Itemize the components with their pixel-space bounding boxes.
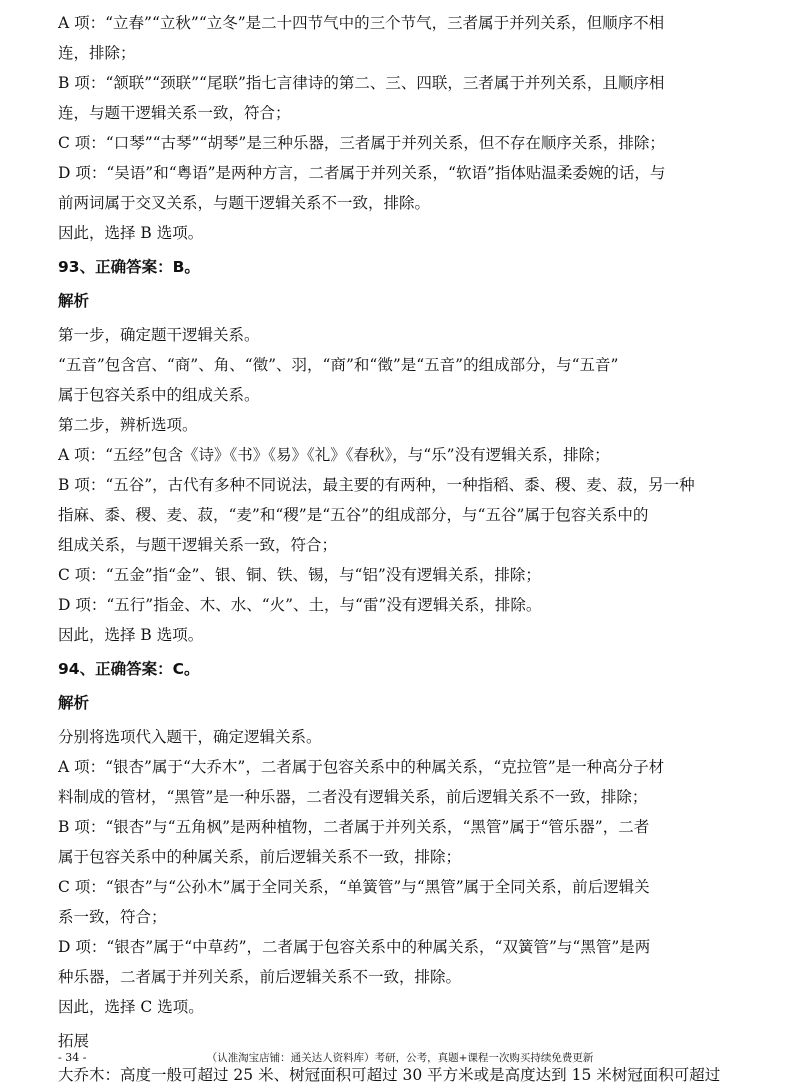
q94-answer-heading: 94、正确答案：C。 xyxy=(58,660,200,678)
text-line: 指麻、黍、稷、麦、菽，“麦”和“稷”是“五谷”的组成部分，与“五谷”属于包容关系中的 xyxy=(58,506,649,524)
q94-analysis-label: 解析 xyxy=(58,694,90,712)
text-line: D 项：“吴语”和“粤语”是两种方言，二者属于并列关系，“软语”指体贴温柔委婉的话，与 xyxy=(58,164,666,182)
text-line: C 项：“银杏”与“公孙木”属于全同关系，“单簧管”与“黑管”属于全同关系，前后逻辑关 xyxy=(58,878,650,896)
q92-options-block xyxy=(58,8,748,248)
text-line: 分别将选项代入题干，确定逻辑关系。 xyxy=(58,728,322,746)
text-line: 第二步，辨析选项。 xyxy=(58,416,198,434)
text-line: 因此，选择 C 选项。 xyxy=(58,998,204,1016)
text-line: C 项：“五金”指“金”、银、铜、铁、锡，与“铝”没有逻辑关系，排除； xyxy=(58,566,541,584)
q94-section xyxy=(58,654,748,1022)
page-footer xyxy=(0,1048,800,1068)
text-line: D 项：“五行”指金、木、水、“火”、土，与“雷”没有逻辑关系，排除。 xyxy=(58,596,542,614)
text-line: 属于包容关系中的组成关系。 xyxy=(58,386,260,404)
text-line: 属于包容关系中的种属关系，前后逻辑关系不一致，排除； xyxy=(58,848,462,866)
text-line: B 项：“银杏”与“五角枫”是两种植物，二者属于并列关系，“黑管”属于“管乐器”，二者 xyxy=(58,818,650,836)
extension-label: 拓展 xyxy=(58,1032,90,1050)
q93-analysis-label: 解析 xyxy=(58,292,90,310)
text-line: C 项：“口琴”“古琴”“胡琴”是三种乐器，三者属于并列关系，但不存在顺序关系，排除； xyxy=(58,134,665,152)
text-line: 因此，选择 B 选项。 xyxy=(58,224,204,242)
text-line: 连，排除； xyxy=(58,44,136,62)
text-line: 前两词属于交叉关系，与题干逻辑关系不一致，排除。 xyxy=(58,194,431,212)
text-line: 系一致，符合； xyxy=(58,908,167,926)
text-line: A 项：“银杏”属于“大乔木”，二者属于包容关系中的种属关系，“克拉管”是一种高分子材 xyxy=(58,758,665,776)
text-line: 第一步，确定题干逻辑关系。 xyxy=(58,326,260,344)
text-line: D 项：“银杏”属于“中草药”，二者属于包容关系中的种属关系，“双簧管”与“黑管”是两 xyxy=(58,938,651,956)
text-line: A 项：“五经”包含《诗》《书》《易》《礼》《春秋》，与“乐”没有逻辑关系，排除； xyxy=(58,446,610,464)
text-line: A 项：“立春”“立秋”“立冬”是二十四节气中的三个节气，三者属于并列关系，但顺序不相 xyxy=(58,14,665,32)
q93-answer-heading: 93、正确答案：B。 xyxy=(58,258,200,276)
footer-note: （认准淘宝店铺：通关达人资料库）考研，公考，真题+课程一次购买持续免费更新 xyxy=(206,1052,594,1064)
text-line: 种乐器，二者属于并列关系，前后逻辑关系不一致，排除。 xyxy=(58,968,462,986)
text-line: B 项：“五谷”，古代有多种不同说法，最主要的有两种，一种指稻、黍、稷、麦、菽，另一种 xyxy=(58,476,695,494)
text-line: B 项：“颔联”“颈联”“尾联”指七言律诗的第二、三、四联，三者属于并列关系，且顺序相 xyxy=(58,74,665,92)
text-line: 连，与题干逻辑关系一致，符合； xyxy=(58,104,291,122)
text-line: 因此，选择 B 选项。 xyxy=(58,626,204,644)
text-line: 组成关系，与题干逻辑关系一致，符合； xyxy=(58,536,338,554)
q93-section xyxy=(58,252,748,650)
text-line: 料制成的管材，“黑管”是一种乐器，二者没有逻辑关系，前后逻辑关系不一致，排除； xyxy=(58,788,648,806)
text-line: 大乔木：高度一般可超过 25 米、树冠面积可超过 30 平方米或是高度达到 15 米树冠面积可超过 xyxy=(58,1066,721,1084)
page-number: - 34 - xyxy=(58,1051,87,1064)
text-line: “五音”包含宫、“商”、角、“徵”、羽，“商”和“徵”是“五音”的组成部分，与“五音” xyxy=(58,356,619,374)
page-content xyxy=(58,6,748,1090)
